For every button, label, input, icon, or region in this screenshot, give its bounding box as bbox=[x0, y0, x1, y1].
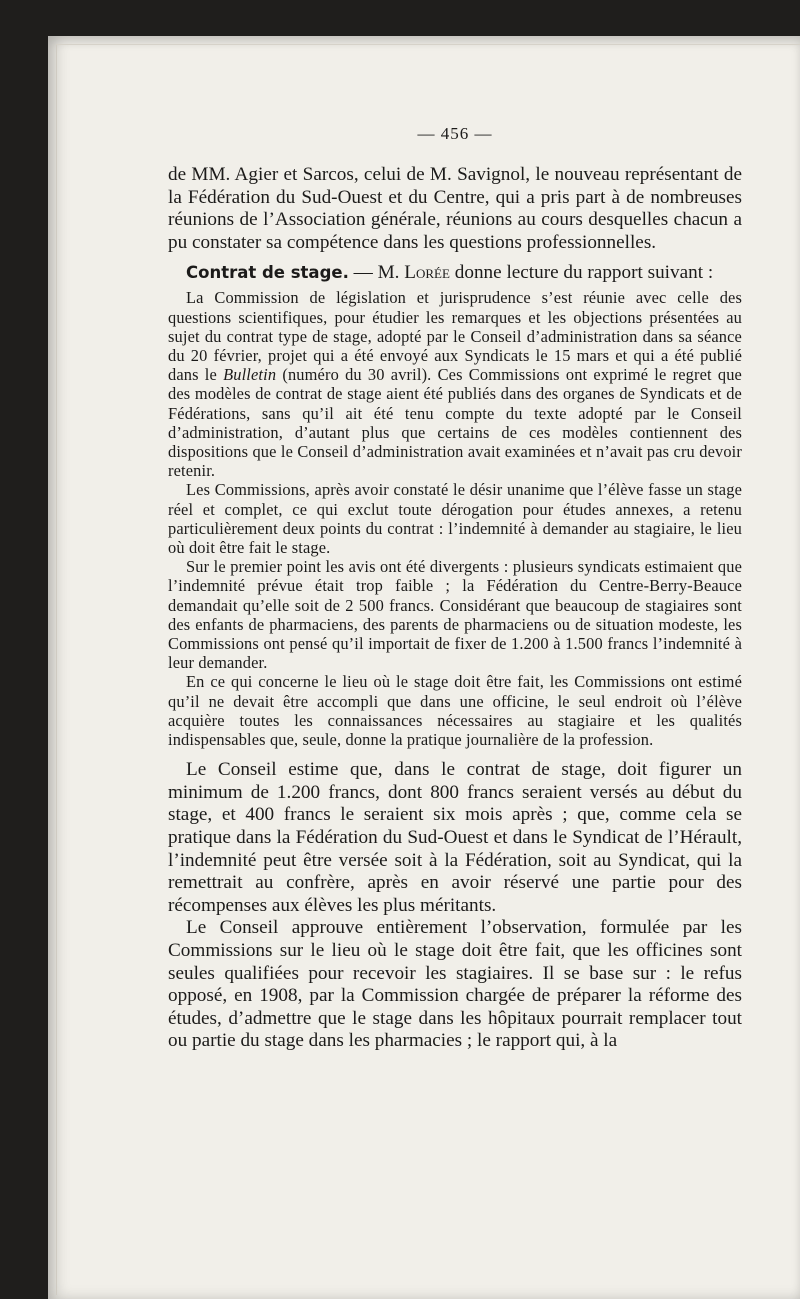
bulletin-title: Bulletin bbox=[223, 365, 277, 385]
section-intro: donne lecture du rapport suivant : bbox=[449, 262, 714, 284]
council-paragraph-1: Le Conseil estime que, dans le contrat de stage, doit figurer un minimum de 1.200 francs, dont 800 francs seraient versés au début du stage, et 400 francs le seraient six mois après ; que, comme cela se pratique dans la Fédération du Sud-Ouest et dans le Syndicat de l’Hérault, l’indemnité peut être versée soit à la Fédération, soit au Syndicat, qui la remettrait au confrère, après en avoir réservé une partie pour des récompenses aux élèves les plus méritants. bbox=[168, 759, 742, 916]
section-title: Contrat de stage. bbox=[186, 263, 349, 283]
report-paragraph-1 bbox=[168, 288, 742, 480]
section-heading-line bbox=[168, 262, 742, 284]
council-section bbox=[168, 759, 742, 1053]
opening-paragraph: de MM. Agier et Sarcos, celui de M. Savignol, le nouveau représentant de la Fédération du Sud-Ouest et du Centre, qui a pris part à de nombreuses réunions de l’Association générale, réunions au cours desquelles chacun a pu constater sa compétence dans les questions professionnelles. bbox=[168, 164, 742, 253]
speaker-name: Lorée bbox=[404, 262, 450, 284]
report-paragraph-4: En ce qui concerne le lieu où le stage doit être fait, les Commissions ont estimé qu’il ne devait être accompli que dans une officine, le seul endroit où l’élève acquière toutes les connaissances nécessaires au stagiaire et les qualités indispensables que, seule, donne la pratique journalière de la profession. bbox=[168, 672, 742, 750]
report-p1-text: La Commission de législation et jurisprudence s’est réunie avec celle des questions scientifiques, pour étudier les remarques et les objections présentées au sujet du contrat type de stage, adopté par le Conseil d’administration dans sa séance du 20 février, projet qui a été envoyé aux Syndicats le 15 mars et qui a été publié dans le bbox=[168, 288, 742, 385]
report-p1-text-end: (numéro du 30 avril). Ces Commissions ont exprimé le regret que des modèles de contrat de stage aient été publiés dans des organes de Syndicats et de Fédérations, sans qu’il ait été tenu compte du texte adopté par le Conseil d’administration, d’autant plus que certains de ces modèles contiennent des dispositions que le Conseil d’administration avait examinées et n’avait pas cru devoir retenir. bbox=[168, 365, 742, 481]
section-dash: — M. bbox=[348, 262, 405, 284]
report-paragraph-3: Sur le premier point les avis ont été divergents : plusieurs syndicats estimaient que l’indemnité prévue était trop faible ; la Fédération du Centre-Berry-Beauce demandait qu’elle soit de 2 500 francs. Considérant que beaucoup de stagiaires sont des enfants de pharmaciens, des parents de pharmaciens ou de situation modeste, les Commissions ont pensé qu’il importait de fixer de 1.200 à 1.500 francs l’indemnité à leur demander. bbox=[168, 557, 742, 673]
report-paragraph-2: Les Commissions, après avoir constaté le désir unanime que l’élève fasse un stage réel et complet, ce qui exclut toute dérogation pour études annexes, a retenu particulièrement deux points du contrat : l’indemnité à demander au stagiaire, le lieu où doit être fait le stage. bbox=[168, 480, 742, 558]
page-number: — 456 — bbox=[417, 124, 493, 143]
council-paragraph-2: Le Conseil approuve entièrement l’observation, formulée par les Commissions sur le lieu où le stage doit être fait, que les officines sont seules qualifiées pour recevoir les stagiaires. Il se base sur : le refus opposé, en 1908, par la Commission chargée de préparer la réforme des études, d’admettre que le stage dans les hôpitaux pourrait remplacer tout ou partie du stage dans les pharmacies ; le rapport qui, à la bbox=[168, 917, 742, 1052]
page-text bbox=[168, 120, 742, 1053]
